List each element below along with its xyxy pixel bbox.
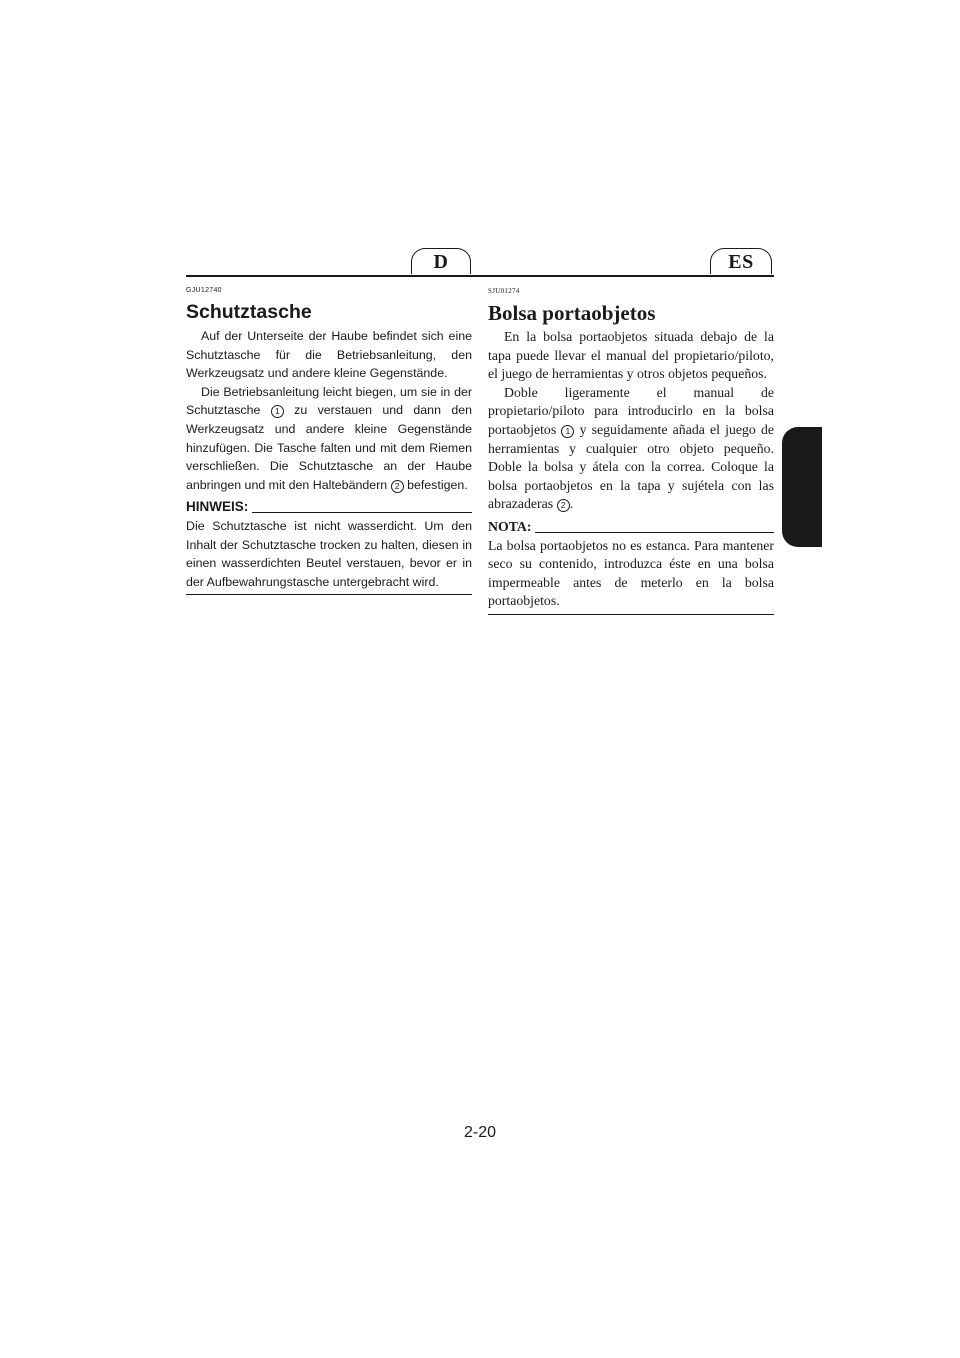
paragraph-2	[186, 383, 472, 495]
section-title: Bolsa portaobjetos	[488, 301, 656, 325]
paragraph-2-text-c: .	[569, 496, 574, 512]
callout-1-icon: 1	[271, 405, 284, 418]
note-text: La bolsa portaobjetos no es estanca. Para mantener seco su contenido, introduzca éste en una bolsa impermeable antes de meterlo en la bolsa portaobjetos.	[488, 537, 774, 615]
page-number: 2-20	[463, 1124, 497, 1141]
note-text: Die Schutztasche ist nicht wasserdicht. Um den Inhalt der Schutztasche trocken zu halten, diesen in einen wasserdichten Beutel verstauen, bevor er in der Aufbewahrungstasche untergebracht wird.	[186, 517, 472, 595]
paragraph-1: Auf der Unterseite der Haube befindet sich eine Schutztasche für die Betriebsanleitung, den Werkzeugsatz und andere kleine Gegenstände.	[186, 329, 472, 381]
callout-2-icon: 2	[391, 480, 404, 493]
language-badge-spanish: ES	[710, 248, 772, 274]
paragraph-2-text-c: befestigen.	[407, 477, 468, 492]
german-column	[186, 286, 472, 595]
note-label: HINWEIS:	[186, 499, 249, 515]
paragraph-2-text-a: Doble ligeramente el manual de propietario/piloto para introducirlo en la bolsa portaobjetos	[488, 384, 774, 437]
callout-2-icon: 2	[557, 499, 570, 512]
section-code: GJU12740	[186, 287, 222, 294]
paragraph-2-text-b: zu verstauen und dann den Werkzeugsatz und andere kleine Gegenstände hinzufügen. Die Tasche falten und mit dem Riemen verschließen. Die Schutztasche an der Haube anbringen und mit den Haltebändern	[186, 403, 472, 492]
paragraph-1: En la bolsa portaobjetos situada debajo de la tapa puede llevar el manual del propietario/piloto, el juego de herramientas y otros objetos pequeños.	[488, 329, 774, 382]
note-label: NOTA:	[488, 518, 532, 534]
callout-1-icon: 1	[561, 425, 574, 438]
language-badge-german: D	[411, 248, 471, 274]
section-code: SJU01274	[488, 287, 520, 295]
note-heading	[488, 518, 774, 537]
paragraph-2-text-b: y seguidamente añada el juego de herramientas y cualquier otro objeto pequeño. Doble la bolsa y átela con la correa. Coloque la bolsa portaobjetos en la tapa y sujételа con las abrazaderas	[488, 421, 775, 512]
section-title: Schutztasche	[186, 301, 312, 323]
note-rule	[535, 532, 774, 533]
paragraph-2	[488, 384, 774, 514]
chapter-side-tab	[782, 427, 822, 547]
note-rule	[252, 512, 472, 513]
note-heading	[186, 498, 472, 517]
spanish-column	[488, 286, 774, 615]
header-rule	[186, 275, 774, 277]
paragraph-2-text-a: Die Betriebsanleitung leicht biegen, um sie in der Schutztasche	[186, 384, 472, 418]
